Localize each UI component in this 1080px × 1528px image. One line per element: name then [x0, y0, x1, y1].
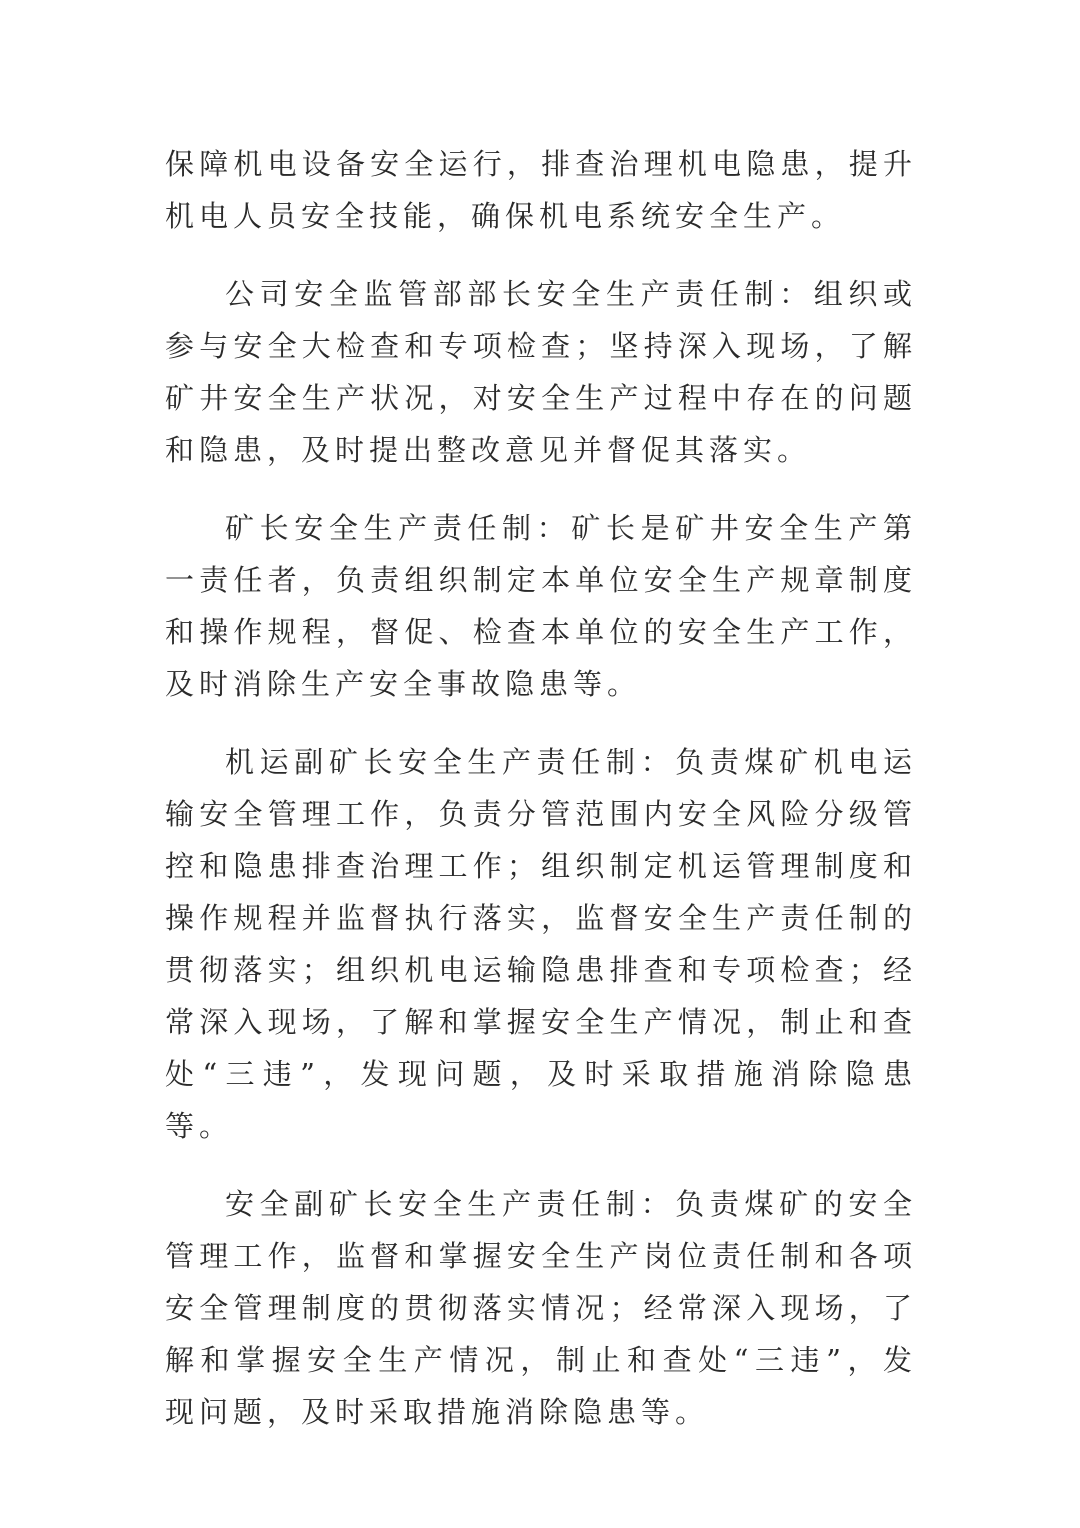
- paragraph-mine-director: 矿长安全生产责任制：矿长是矿井安全生产第一责任者，负责组织制定本单位安全生产规章制度和操作规程，督促、检查本单位的安全生产工作，及时消除生产安全事故隐患等。: [165, 511, 917, 701]
- paragraph-electromechanical-deputy: 机运副矿长安全生产责任制：负责煤矿机电运输安全管理工作，负责分管范围内安全风险分级管控和隐患排查治理工作；组织制定机运管理制度和操作规程并监督执行落实，监督安全生产责任制的贯彻落实；组织机电运输隐患排查和专项检查；经常深入现场，了解和掌握安全生产情况，制止和查处“三违”，发现问题，及时采取措施消除隐患等。: [165, 745, 917, 1143]
- document-body: [165, 138, 917, 1438]
- paragraph-continued: 保障机电设备安全运行，排查治理机电隐患，提升机电人员安全技能，确保机电系统安全生产。: [165, 147, 917, 233]
- paragraph-safety-deputy: 安全副矿长安全生产责任制：负责煤矿的安全管理工作，监督和掌握安全生产岗位责任制和各项安全管理制度的贯彻落实情况；经常深入现场，了解和掌握安全生产情况，制止和查处“三违”，发现问题，及时采取措施消除隐患等。: [165, 1187, 917, 1429]
- paragraph-safety-supervision-chief: 公司安全监管部部长安全生产责任制：组织或参与安全大检查和专项检查；坚持深入现场，了解矿井安全生产状况，对安全生产过程中存在的问题和隐患，及时提出整改意见并督促其落实。: [165, 277, 917, 467]
